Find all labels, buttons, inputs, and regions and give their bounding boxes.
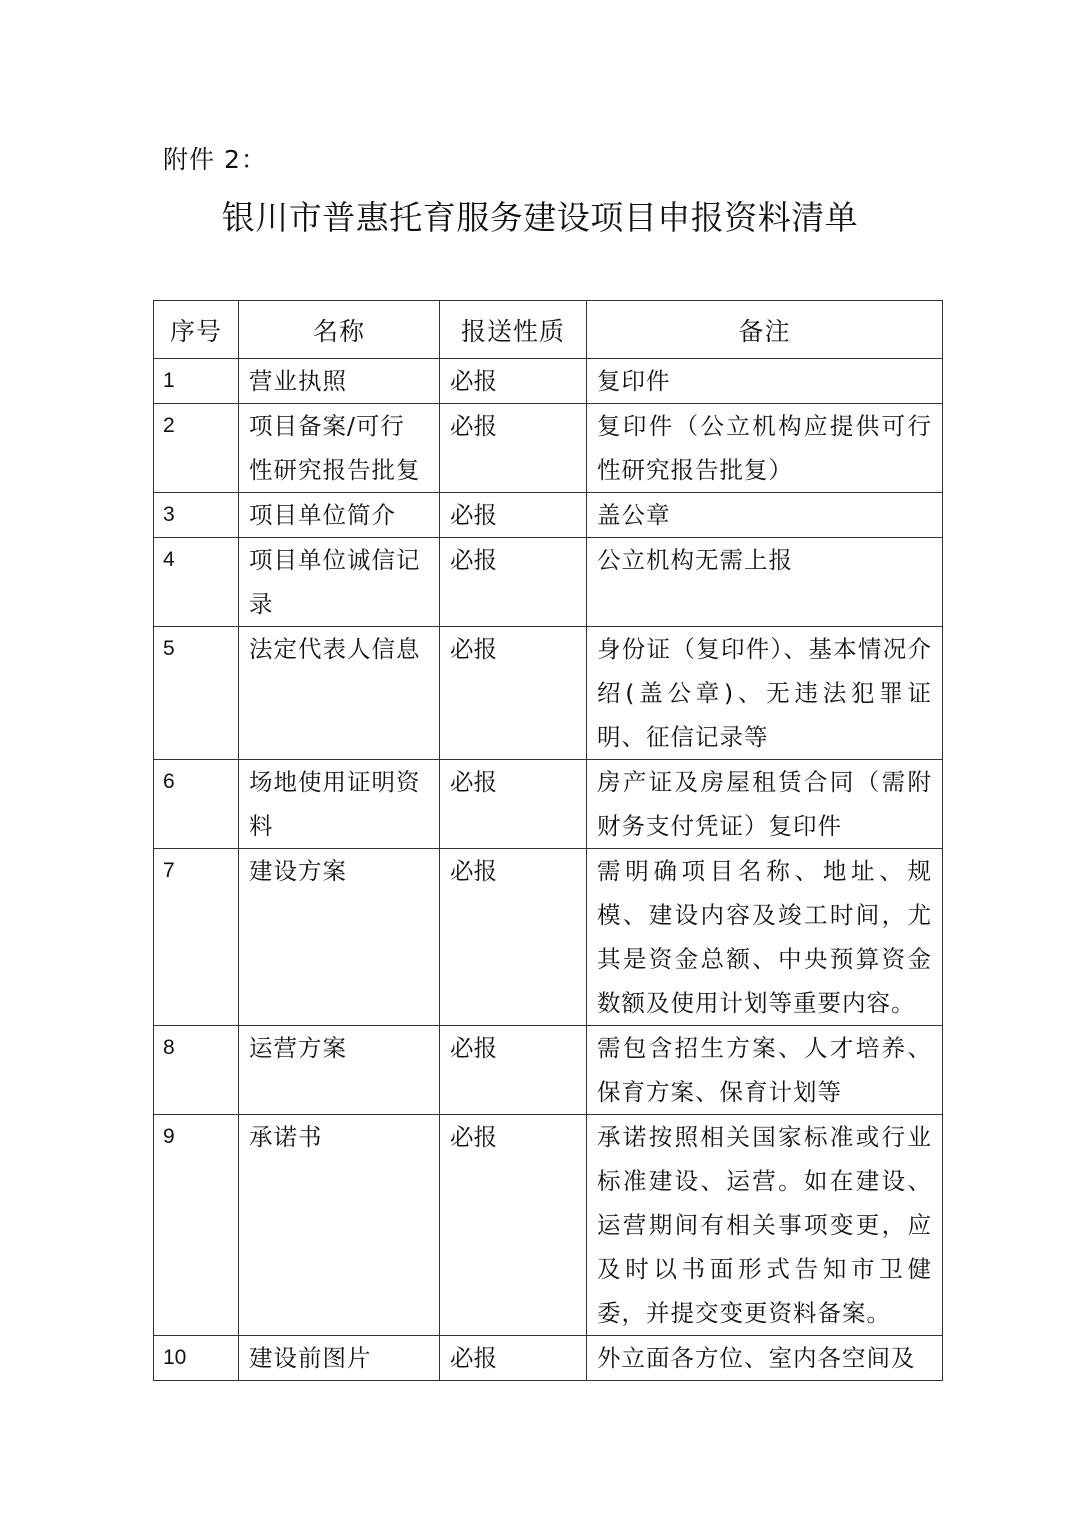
cell-num: 9: [154, 1115, 239, 1336]
cell-type: 必报: [440, 404, 587, 493]
cell-note: 盖公章: [587, 493, 943, 538]
cell-name: 项目单位简介: [239, 493, 440, 538]
cell-num: 8: [154, 1026, 239, 1115]
table-row: [154, 1026, 943, 1115]
table-header-row: [154, 301, 943, 359]
cell-name: 建设前图片: [239, 1336, 440, 1381]
cell-num: 1: [154, 359, 239, 404]
cell-name: 建设方案: [239, 849, 440, 1026]
cell-type: 必报: [440, 359, 587, 404]
header-num: 序号: [154, 301, 239, 359]
cell-note: 需包含招生方案、人才培养、保育方案、保育计划等: [587, 1026, 943, 1115]
cell-type: 必报: [440, 1115, 587, 1336]
cell-name: 法定代表人信息: [239, 627, 440, 760]
cell-note: 需明确项目名称、地址、规模、建设内容及竣工时间，尤其是资金总额、中央预算资金数额及使用计划等重要内容。: [587, 849, 943, 1026]
cell-type: 必报: [440, 493, 587, 538]
cell-name: 营业执照: [239, 359, 440, 404]
cell-type: 必报: [440, 1336, 587, 1381]
table-row: [154, 1336, 943, 1381]
header-note: 备注: [587, 301, 943, 359]
table-row: [154, 404, 943, 493]
table-row: [154, 849, 943, 1026]
cell-note: 房产证及房屋租赁合同（需附财务支付凭证）复印件: [587, 760, 943, 849]
cell-name: 项目单位诚信记录: [239, 538, 440, 627]
table-row: [154, 627, 943, 760]
cell-note: 公立机构无需上报: [587, 538, 943, 627]
materials-table: [153, 300, 943, 1381]
cell-note: 复印件: [587, 359, 943, 404]
cell-num: 10: [154, 1336, 239, 1381]
cell-type: 必报: [440, 1026, 587, 1115]
cell-name: 项目备案/可行性研究报告批复: [239, 404, 440, 493]
attachment-label: 附件 2：: [163, 145, 267, 174]
cell-note: 复印件（公立机构应提供可行性研究报告批复）: [587, 404, 943, 493]
cell-name: 承诺书: [239, 1115, 440, 1336]
table-row: [154, 359, 943, 404]
cell-type: 必报: [440, 538, 587, 627]
cell-note: 承诺按照相关国家标准或行业标准建设、运营。如在建设、运营期间有相关事项变更，应及时以书面形式告知市卫健委，并提交变更资料备案。: [587, 1115, 943, 1336]
cell-note: 外立面各方位、室内各空间及: [587, 1336, 943, 1381]
cell-note: 身份证（复印件）、基本情况介绍(盖公章)、无违法犯罪证明、征信记录等: [587, 627, 943, 760]
cell-num: 2: [154, 404, 239, 493]
table-row: [154, 538, 943, 627]
cell-type: 必报: [440, 627, 587, 760]
table-row: [154, 760, 943, 849]
cell-type: 必报: [440, 849, 587, 1026]
header-type: 报送性质: [440, 301, 587, 359]
document-title: 银川市普惠托育服务建设项目申报资料清单: [221, 198, 859, 237]
cell-num: 3: [154, 493, 239, 538]
header-name: 名称: [239, 301, 440, 359]
cell-num: 6: [154, 760, 239, 849]
cell-num: 4: [154, 538, 239, 627]
cell-num: 7: [154, 849, 239, 1026]
cell-name: 场地使用证明资料: [239, 760, 440, 849]
cell-name: 运营方案: [239, 1026, 440, 1115]
table-row: [154, 493, 943, 538]
cell-num: 5: [154, 627, 239, 760]
table-row: [154, 1115, 943, 1336]
cell-type: 必报: [440, 760, 587, 849]
